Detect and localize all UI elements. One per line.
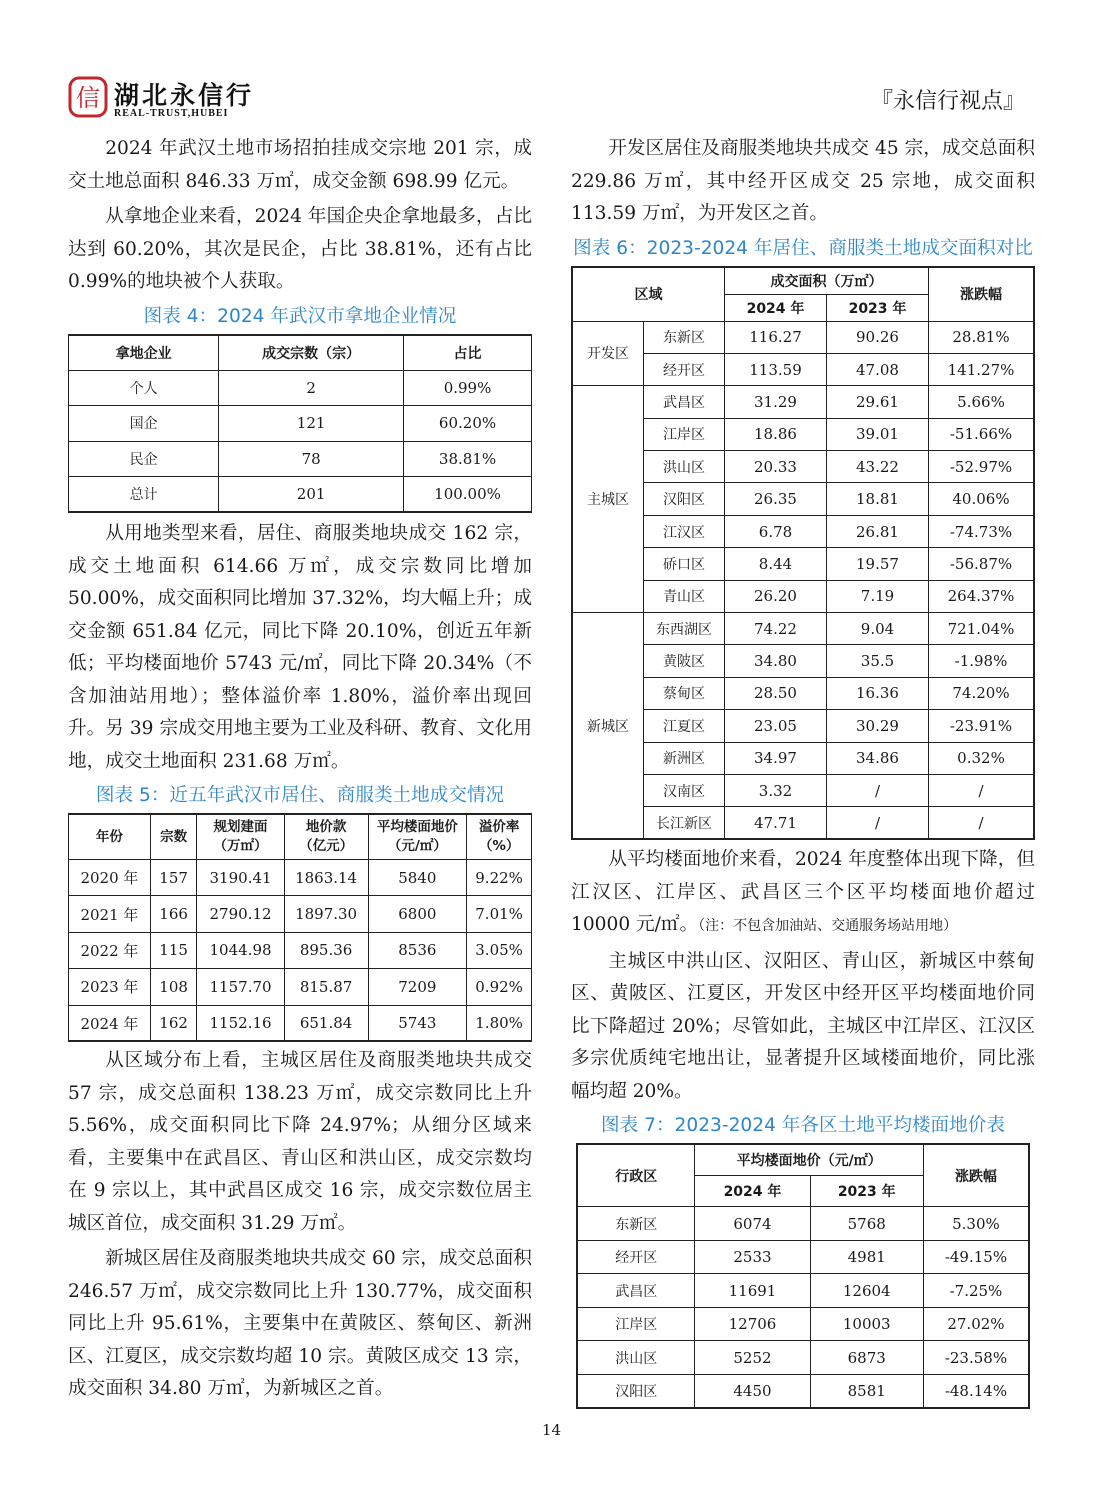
table-header-cell: 占比: [404, 335, 532, 371]
table-row: [69, 969, 532, 1005]
table-cell: 0.32%: [929, 742, 1035, 774]
table-cell: 武昌区: [644, 386, 725, 418]
table-cell: 40.06%: [929, 483, 1035, 515]
table-cell: 1157.70: [197, 969, 284, 1005]
table-header-cell: 涨跌幅: [923, 1144, 1029, 1207]
table-cell: 34.86: [827, 742, 929, 774]
table-cell: 721.04%: [929, 613, 1035, 645]
table-header-cell: 溢价率 （%）: [467, 814, 532, 860]
table-header-cell: 2023 年: [827, 294, 929, 321]
paragraph: 新城区居住及商服类地块共成交 60 宗，成交总面积 246.57 万㎡，成交宗数同比上升 130.77%，成交面积同比上升 95.61%，主要集中在黄陂区、蔡甸区、新洲区、江夏区，成交宗数均超 10 宗。黄陂区成交 13 宗，成交面积 34.80 万㎡，为新城区之首。: [68, 1248, 532, 1400]
table-cell: 201: [219, 477, 404, 513]
table-header-cell: 成交宗数（宗）: [219, 335, 404, 371]
table-cell: 江夏区: [644, 710, 725, 742]
region-group-cell: 新城区: [572, 613, 644, 840]
table-cell: 8581: [810, 1374, 923, 1408]
table-cell: 166: [150, 896, 197, 932]
table-header-cell: 行政区: [577, 1144, 695, 1207]
paragraph: 主城区中洪山区、汉阳区、青山区，新城区中蔡甸区、黄陂区、江夏区，开发区中经开区平均楼面地价同比下降超过 20%；尽管如此，主城区中江岸区、江汉区多宗优质纯宅地出让，显著提升区域楼面地价，同比涨幅均超 20%。: [571, 950, 1035, 1102]
table-cell: 162: [150, 1005, 197, 1041]
table-cell: 12604: [810, 1274, 923, 1308]
table-cell: 汉阳区: [577, 1374, 695, 1408]
table-cell: 5768: [810, 1207, 923, 1241]
table-cell: 东新区: [644, 321, 725, 353]
table-cell: 黄陂区: [644, 645, 725, 677]
table-header-cell: 区域: [572, 267, 725, 322]
table-cell: 895.36: [284, 932, 368, 968]
table-cell: 1152.16: [197, 1005, 284, 1041]
table-6-area-comparison: [571, 266, 1035, 841]
table-cell: 815.87: [284, 969, 368, 1005]
table-row: [69, 1005, 532, 1041]
svg-text:信: 信: [76, 84, 100, 112]
table-cell: 2790.12: [197, 896, 284, 932]
table-cell: 11691: [695, 1274, 810, 1308]
table-row: [577, 1240, 1029, 1274]
table-cell: -51.66%: [929, 418, 1035, 450]
table-cell: 1044.98: [197, 932, 284, 968]
table-cell: 3.32: [725, 774, 827, 806]
table-cell: 100.00%: [404, 477, 532, 513]
table-cell: 26.81: [827, 515, 929, 547]
table-cell: 28.50: [725, 677, 827, 709]
table-cell: 9.04: [827, 613, 929, 645]
table-cell: 江岸区: [644, 418, 725, 450]
table-cell: 39.01: [827, 418, 929, 450]
table-cell: 28.81%: [929, 321, 1035, 353]
table-7-caption: 图表 7：2023-2024 年各区土地平均楼面地价表: [601, 1115, 1005, 1137]
table-cell: 青山区: [644, 580, 725, 612]
table-cell: 5.66%: [929, 386, 1035, 418]
table-row: [572, 386, 1034, 418]
table-row: [577, 1341, 1029, 1375]
table-cell: 12706: [695, 1307, 810, 1341]
paragraph: 从用地类型来看，居住、商服类地块成交 162 宗，成交土地面积 614.66 万㎡，成交宗数同比增加 50.00%，成交面积同比增加 37.32%，均大幅上升；成交金额 651.84 亿元，同比下降 20.10%，创近五年新低；平均楼面地价 5743 元/㎡，同比下降 20.34%（不含加油站用地）；整体溢价率 1.80%，溢价率出现回升。另 39 宗成交用地主要为工业及科研、教育、文化用地，成交土地面积 231.68 万㎡。: [68, 523, 532, 772]
table-cell: 8536: [368, 932, 467, 968]
table-cell: 264.37%: [929, 580, 1035, 612]
table-cell: 2021 年: [69, 896, 151, 932]
table-5-five-year-transactions: [68, 813, 532, 1042]
table-cell: -56.87%: [929, 548, 1035, 580]
paragraph: 2024 年武汉土地市场招拍挂成交宗地 201 宗，成交土地总面积 846.33 万㎡，成交金额 698.99 亿元。: [68, 138, 532, 192]
table-cell: 经开区: [577, 1240, 695, 1274]
table-cell: 新洲区: [644, 742, 725, 774]
table-cell: /: [929, 807, 1035, 839]
table-cell: /: [827, 807, 929, 839]
table-cell: 113.59: [725, 353, 827, 385]
table-cell: 东新区: [577, 1207, 695, 1241]
table-cell: 34.97: [725, 742, 827, 774]
table-cell: 7.01%: [467, 896, 532, 932]
table-cell: 19.57: [827, 548, 929, 580]
table-cell: 江汉区: [644, 515, 725, 547]
table-cell: 0.92%: [467, 969, 532, 1005]
table-row: [69, 477, 532, 513]
table-cell: 4981: [810, 1240, 923, 1274]
table-cell: 35.5: [827, 645, 929, 677]
logo-english-text: REAL-TRUST,HUBEI: [114, 108, 229, 119]
table-cell: 8.44: [725, 548, 827, 580]
table-cell: /: [827, 774, 929, 806]
table-cell: -23.91%: [929, 710, 1035, 742]
table-cell: -48.14%: [923, 1374, 1029, 1408]
table-cell: 60.20%: [404, 406, 532, 442]
seal-logo-icon: [68, 76, 108, 118]
table-cell: 长江新区: [644, 807, 725, 839]
table-cell: 7.19: [827, 580, 929, 612]
table-cell: 18.81: [827, 483, 929, 515]
table-cell: 5252: [695, 1341, 810, 1375]
table-cell: 洪山区: [644, 451, 725, 483]
table-cell: 27.02%: [923, 1307, 1029, 1341]
table-cell: 651.84: [284, 1005, 368, 1041]
table-cell: 经开区: [644, 353, 725, 385]
table-header-row: [577, 1144, 1029, 1176]
table-cell: 2024 年: [69, 1005, 151, 1041]
table-cell: 2023 年: [69, 969, 151, 1005]
page-number: 14: [541, 1421, 562, 1439]
table-cell: 3.05%: [467, 932, 532, 968]
table-cell: 1897.30: [284, 896, 368, 932]
table-cell: 6.78: [725, 515, 827, 547]
paragraph: 开发区居住及商服类地块共成交 45 宗，成交总面积 229.86 万㎡，其中经开区成交 25 宗地，成交面积 113.59 万㎡，为开发区之首。: [571, 138, 1035, 224]
table-cell: -49.15%: [923, 1240, 1029, 1274]
table-header-cell: 拿地企业: [69, 335, 219, 371]
table-row: [69, 896, 532, 932]
table-cell: 10003: [810, 1307, 923, 1341]
table-cell: 43.22: [827, 451, 929, 483]
table-cell: -23.58%: [923, 1341, 1029, 1375]
right-column: [571, 133, 1035, 1409]
table-cell: 汉阳区: [644, 483, 725, 515]
table-cell: 115: [150, 932, 197, 968]
table-cell: 总计: [69, 477, 219, 513]
paragraph: 从区域分布上看，主城区居住及商服类地块共成交 57 宗，成交总面积 138.23 万㎡，成交宗数同比上升 5.56%，成交面积同比下降 24.97%；从细分区域来看，主要集中在武昌区、青山区和洪山区，成交宗数均在 9 宗以上，其中武昌区成交 16 宗，成交宗数位居主城区首位，成交面积 31.29 万㎡。: [68, 1050, 532, 1234]
table-row: [69, 932, 532, 968]
table-cell: 1.80%: [467, 1005, 532, 1041]
table-cell: 9.22%: [467, 860, 532, 896]
table-cell: 洪山区: [577, 1341, 695, 1375]
table-cell: 蔡甸区: [644, 677, 725, 709]
table-cell: 23.05: [725, 710, 827, 742]
table-row: [69, 441, 532, 477]
table-cell: 47.08: [827, 353, 929, 385]
table-row: [69, 370, 532, 406]
table-5-caption: 图表 5：近五年武汉市居住、商服类土地成交情况: [95, 785, 505, 806]
table-cell: 16.36: [827, 677, 929, 709]
table-cell: 74.20%: [929, 677, 1035, 709]
table-cell: 民企: [69, 441, 219, 477]
table-header-cell: 2023 年: [810, 1176, 923, 1207]
table-cell: 6074: [695, 1207, 810, 1241]
table-header-cell: 地价款 （亿元）: [284, 814, 368, 860]
table-cell: 74.22: [725, 613, 827, 645]
table-row: [69, 406, 532, 442]
table-cell: 2022 年: [69, 932, 151, 968]
table-4-caption: 图表 4：2024 年武汉市拿地企业情况: [143, 305, 457, 327]
table-cell: -1.98%: [929, 645, 1035, 677]
table-cell: 30.29: [827, 710, 929, 742]
table-cell: 0.99%: [404, 370, 532, 406]
table-cell: 5.30%: [923, 1207, 1029, 1241]
table-cell: 90.26: [827, 321, 929, 353]
table-cell: 硚口区: [644, 548, 725, 580]
table-cell: 5840: [368, 860, 467, 896]
table-cell: -52.97%: [929, 451, 1035, 483]
left-column: [68, 133, 532, 1409]
table-cell: 江岸区: [577, 1307, 695, 1341]
table-row: [69, 860, 532, 896]
table-cell: -7.25%: [923, 1274, 1029, 1308]
table-cell: 108: [150, 969, 197, 1005]
table-cell: 157: [150, 860, 197, 896]
table-cell: 国企: [69, 406, 219, 442]
table-cell: 26.35: [725, 483, 827, 515]
table-cell: 2: [219, 370, 404, 406]
table-cell: 2020 年: [69, 860, 151, 896]
table-row: [577, 1307, 1029, 1341]
table-cell: 141.27%: [929, 353, 1035, 385]
table-header-row: [69, 335, 532, 371]
table-header-cell: 2024 年: [695, 1176, 810, 1207]
table-cell: 3190.41: [197, 860, 284, 896]
table-cell: 78: [219, 441, 404, 477]
table-cell: 1863.14: [284, 860, 368, 896]
table-7-floor-price: [576, 1143, 1030, 1409]
company-logo: [68, 76, 268, 122]
table-header-row: [69, 814, 532, 860]
table-header-cell: 规划建面 （万㎡）: [197, 814, 284, 860]
paragraph: 从拿地企业来看，2024 年国企央企拿地最多，占比达到 60.20%，其次是民企，占比 38.81%，还有占比 0.99%的地块被个人获取。: [68, 206, 532, 292]
table-header-cell: 平均楼面地价（元/㎡）: [695, 1144, 923, 1176]
table-header-cell: 年份: [69, 814, 151, 860]
table-cell: 20.33: [725, 451, 827, 483]
table-cell: 个人: [69, 370, 219, 406]
section-title: 『永信行视点』: [870, 89, 1025, 114]
table-cell: 4450: [695, 1374, 810, 1408]
table-cell: 29.61: [827, 386, 929, 418]
region-group-cell: 开发区: [572, 321, 644, 386]
table-cell: 汉南区: [644, 774, 725, 806]
table-cell: 26.20: [725, 580, 827, 612]
table-cell: 6873: [810, 1341, 923, 1375]
table-cell: 5743: [368, 1005, 467, 1041]
table-cell: 2533: [695, 1240, 810, 1274]
table-4-land-buyers: [68, 334, 532, 514]
table-cell: 47.71: [725, 807, 827, 839]
table-cell: 121: [219, 406, 404, 442]
table-cell: 东西湖区: [644, 613, 725, 645]
table-cell: 武昌区: [577, 1274, 695, 1308]
table-cell: /: [929, 774, 1035, 806]
region-group-cell: 主城区: [572, 386, 644, 613]
table-header-cell: 涨跌幅: [929, 267, 1035, 322]
table-header-cell: 宗数: [150, 814, 197, 860]
table-row: [572, 613, 1034, 645]
table-row: [577, 1374, 1029, 1408]
table-header-cell: 平均楼面地价 （元/㎡）: [368, 814, 467, 860]
table-cell: 31.29: [725, 386, 827, 418]
table-cell: 7209: [368, 969, 467, 1005]
table-header-cell: 成交面积（万㎡）: [725, 267, 929, 295]
table-cell: 116.27: [725, 321, 827, 353]
table-header-cell: 2024 年: [725, 294, 827, 321]
table-cell: 18.86: [725, 418, 827, 450]
table-row: [577, 1274, 1029, 1308]
table-header-row: [572, 267, 1034, 295]
footnote: （注：不包含加油站、交通服务场站用地）: [698, 918, 958, 935]
table-cell: 34.80: [725, 645, 827, 677]
paragraph: 从平均楼面地价来看，2024 年度整体出现下降，但江汉区、江岸区、武昌区三个区平均楼面地价超过 10000 元/㎡。（注：不包含加油站、交通服务场站用地）: [571, 849, 1035, 936]
table-cell: -74.73%: [929, 515, 1035, 547]
table-cell: 6800: [368, 896, 467, 932]
logo-chinese-text: 湖北永信行: [114, 81, 255, 110]
table-row: [572, 321, 1034, 353]
table-cell: 38.81%: [404, 441, 532, 477]
table-6-caption: 图表 6：2023-2024 年居住、商服类土地成交面积对比: [573, 237, 1033, 259]
table-row: [577, 1207, 1029, 1241]
